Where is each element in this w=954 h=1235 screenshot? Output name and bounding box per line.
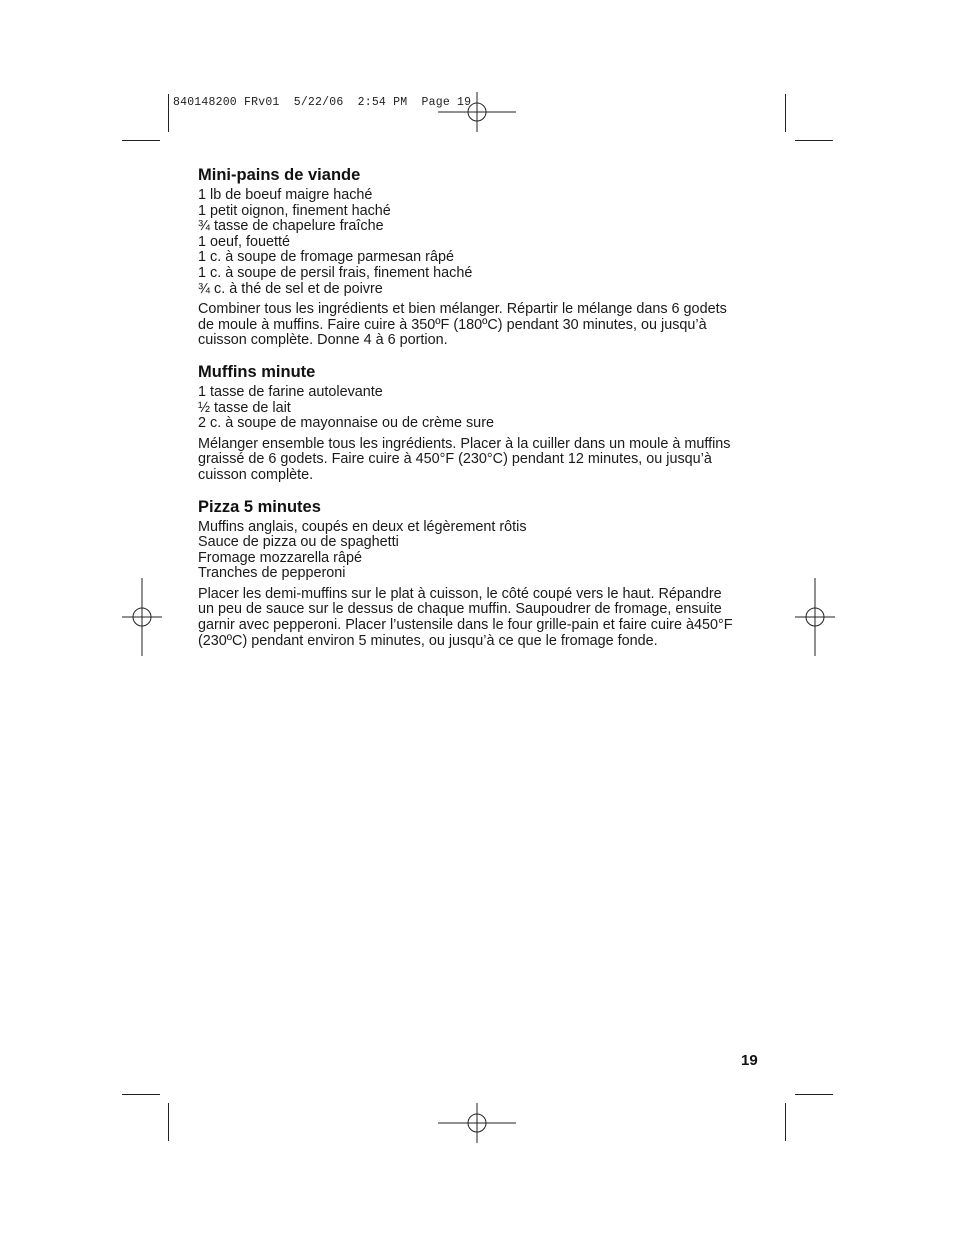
recipe-title: Pizza 5 minutes [198,497,321,516]
method-line: un peu de sauce sur le dessus de chaque muffin. Saupoudrer de fromage, ensuite [198,601,722,618]
crop-mark-top-right-vertical [785,94,786,132]
crop-mark-bottom-right-horizontal [795,1094,833,1095]
ingredient-item: 1 oeuf, fouetté [198,233,291,250]
page-number: 19 [741,1052,758,1069]
recipe-method [198,302,778,349]
ingredient-item: ¾ c. à thé de sel et de poivre [198,280,383,297]
ingredient-item: Fromage mozzarella râpé [198,549,362,566]
ingredient-list [198,188,778,297]
recipe-mini-meatloaves [198,166,778,349]
crop-mark-top-left-horizontal [122,140,160,141]
crop-mark-bottom-left-horizontal [122,1094,160,1095]
recipe-title: Muffins minute [198,362,316,381]
recipe-five-minute-pizza [198,498,778,650]
method-line: graissé de 6 godets. Faire cuire à 450°F (230°C) pendant 12 minutes, ou jusqu’à [198,451,712,468]
method-line: de moule à muffins. Faire cuire à 350ºF (180ºC) pendant 30 minutes, ou jusqu’à [198,316,707,333]
method-line: garnir avec pepperoni. Placer l’ustensile dans le four grille-pain et faire cuire à450°F [198,617,733,634]
ingredient-item: 1 lb de boeuf maigre haché [198,187,373,203]
method-line: Placer les demi-muffins sur le plat à cuisson, le côté coupé vers le haut. Répandre [198,585,722,602]
registration-mark-left-icon [122,578,162,656]
crop-mark-top-right-horizontal [795,140,833,141]
registration-mark-bottom-icon [438,1103,516,1143]
ingredient-item: Tranches de pepperoni [198,565,346,582]
ingredient-list [198,520,778,582]
ingredient-item: 1 c. à soupe de persil frais, finement haché [198,264,473,281]
crop-mark-bottom-left-vertical [168,1103,169,1141]
ingredient-item: Sauce de pizza ou de spaghetti [198,534,399,551]
method-line: Combiner tous les ingrédients et bien mélanger. Répartir le mélange dans 6 godets [198,301,727,318]
recipe-method [198,437,778,484]
recipe-content [198,166,778,663]
recipe-method [198,587,778,649]
crop-mark-bottom-right-vertical [785,1103,786,1141]
recipe-title: Mini-pains de viande [198,166,361,184]
ingredient-item: 1 petit oignon, finement haché [198,202,391,219]
ingredient-item: 1 tasse de farine autolevante [198,383,383,400]
ingredient-item: ½ tasse de lait [198,399,291,416]
ingredient-list [198,385,778,432]
registration-mark-top-icon [438,92,516,132]
method-line: cuisson complète. Donne 4 à 6 portion. [198,332,448,349]
ingredient-item: 1 c. à soupe de fromage parmesan râpé [198,249,454,266]
recipe-quick-muffins [198,363,778,484]
method-line: (230ºC) pendant environ 5 minutes, ou jusqu’à ce que le fromage fonde. [198,632,658,649]
ingredient-item: ¾ tasse de chapelure fraîche [198,218,384,235]
crop-mark-top-left-vertical [168,94,169,132]
registration-mark-right-icon [795,578,835,656]
ingredient-item: 2 c. à soupe de mayonnaise ou de crème sure [198,415,494,432]
method-line: cuisson complète. [198,466,314,483]
ingredient-item: Muffins anglais, coupés en deux et légèrement rôtis [198,518,527,535]
method-line: Mélanger ensemble tous les ingrédients. Placer à la cuiller dans un moule à muffins [198,435,731,452]
print-slug: 840148200 FRv01 5/22/06 2:54 PM Page 19 [173,96,472,109]
